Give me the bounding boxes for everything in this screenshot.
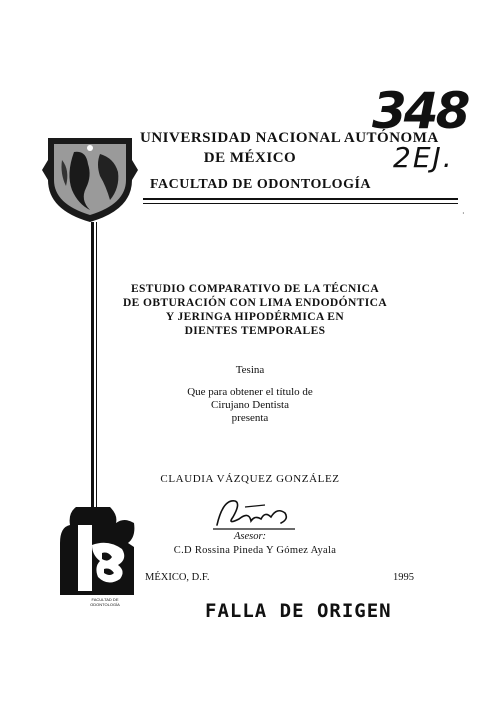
advisor-name: C.D Rossina Pineda Y Gómez Ayala	[173, 545, 337, 556]
faculty-logo-icon	[58, 507, 136, 605]
handwritten-code: 2EJ.	[393, 141, 454, 174]
advisor-label: Asesor:	[233, 531, 267, 542]
faculty-logo-caption	[80, 597, 130, 607]
left-rule-thin	[96, 222, 97, 520]
header-rule-thin	[143, 203, 458, 204]
purpose-line: presenta	[231, 412, 269, 424]
thesis-title-line: DE OBTURACIÓN CON LIMA ENDODÓNTICA	[122, 297, 388, 309]
handwritten-number: 348	[372, 82, 468, 140]
purpose-line: Que para obtener el título de	[187, 386, 313, 398]
edge-mark: ·	[462, 209, 465, 218]
faculty-logo-caption-text: FACULTAD DE ODONTOLOGÍA	[90, 597, 120, 607]
university-name-line2: DE MÉXICO	[203, 150, 297, 166]
thesis-type: Tesina	[235, 364, 265, 376]
year: 1995	[393, 572, 414, 583]
falla-de-origen-stamp: FALLA DE ORIGEN	[205, 600, 392, 622]
thesis-title-line: Y JERINGA HIPODÉRMICA EN	[165, 311, 345, 323]
faculty-name: FACULTAD DE ODONTOLOGÍA	[150, 177, 372, 192]
city: MÉXICO, D.F.	[145, 572, 210, 583]
signature-icon	[205, 493, 300, 533]
thesis-purpose	[170, 386, 330, 425]
thesis-title-line: ESTUDIO COMPARATIVO DE LA TÉCNICA	[130, 283, 380, 295]
unam-crest-icon	[40, 130, 140, 226]
author-name: CLAUDIA VÁZQUEZ GONZÁLEZ	[160, 473, 340, 485]
thesis-title-line: DIENTES TEMPORALES	[184, 325, 326, 337]
thesis-title	[110, 282, 400, 338]
header-rule-thick	[143, 198, 458, 200]
purpose-line: Cirujano Dentista	[211, 399, 289, 411]
left-rule-thick	[91, 222, 94, 520]
university-name-line1: UNIVERSIDAD NACIONAL AUTÓNOMA	[140, 130, 439, 146]
